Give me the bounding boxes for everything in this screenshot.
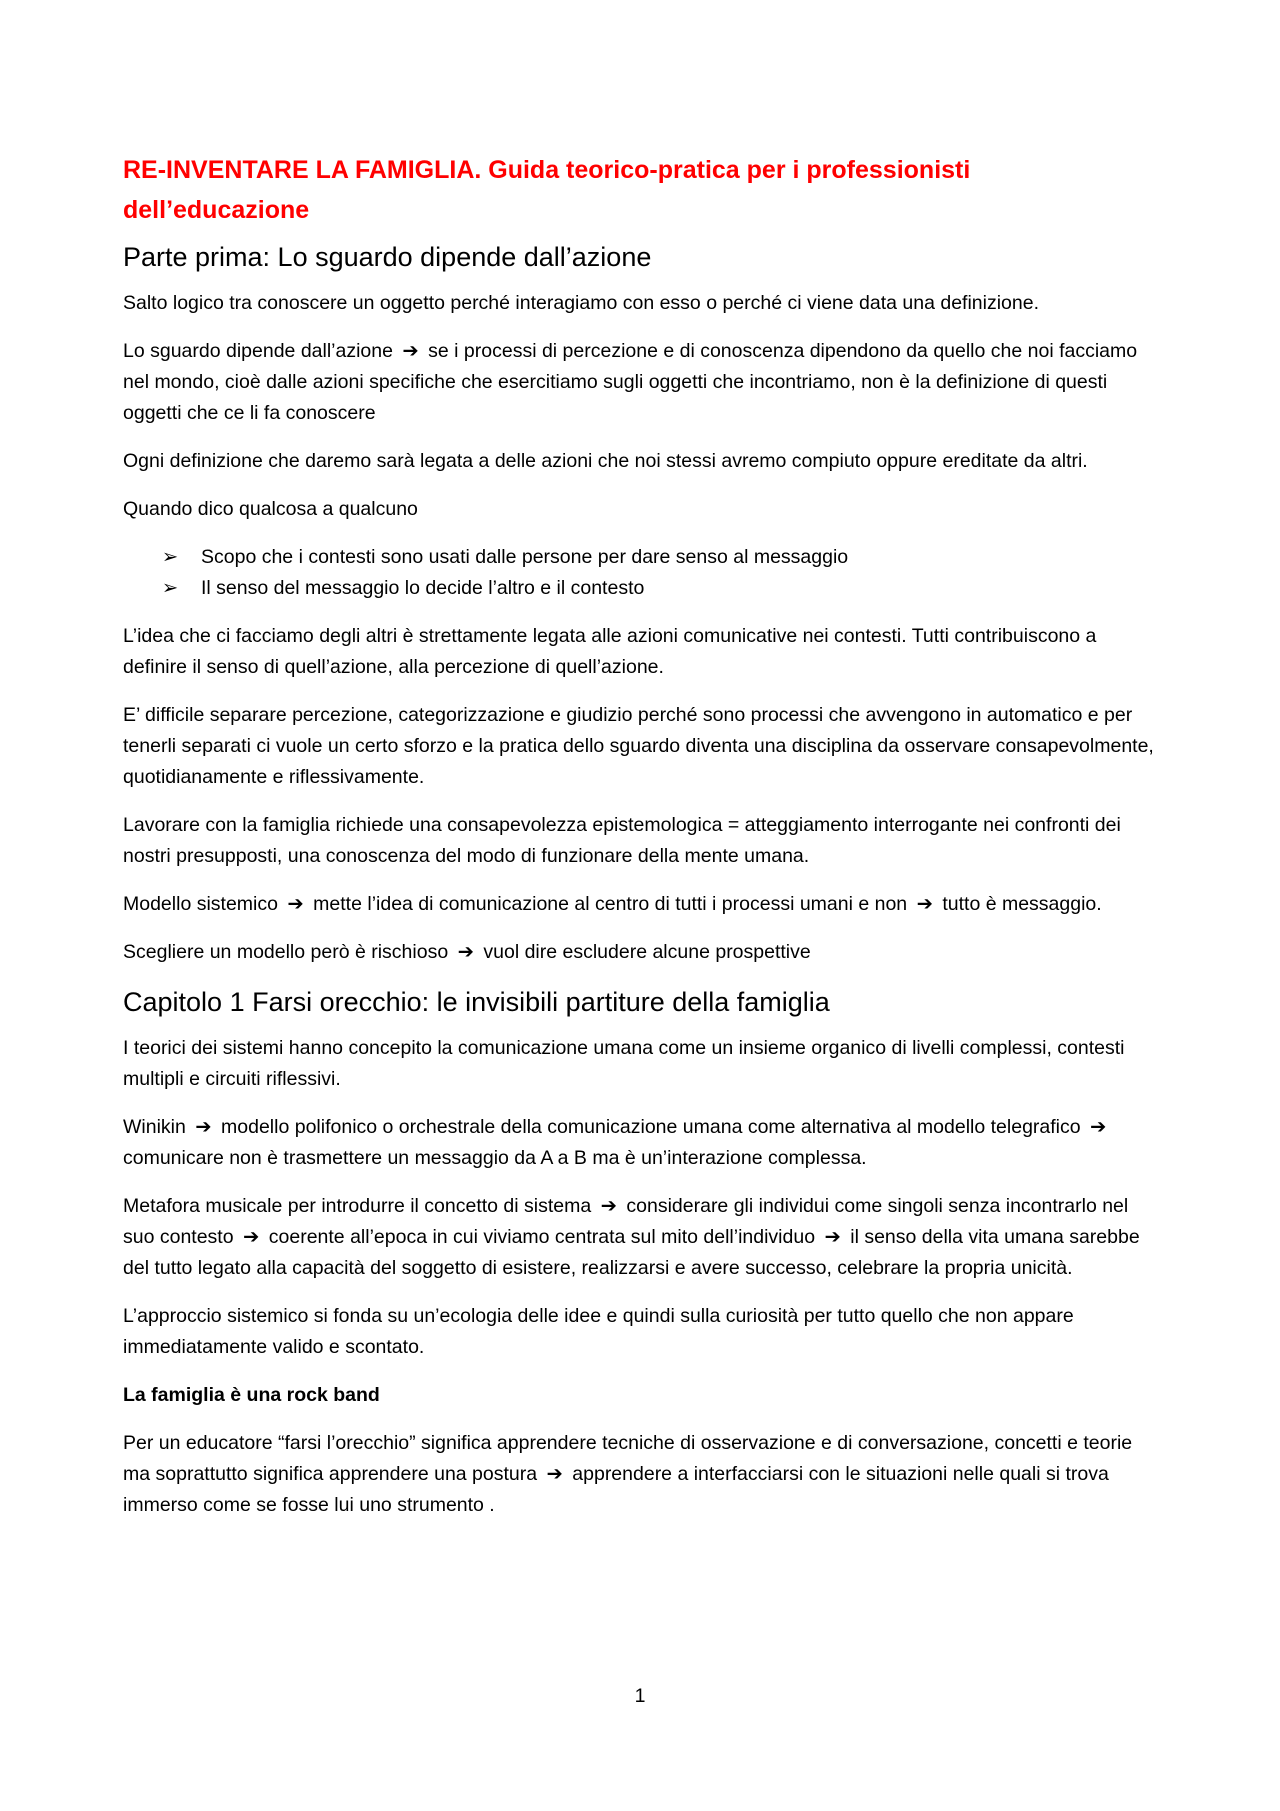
- text-segment: Per un educatore “farsi l’orecchio” significa apprendere tecniche di osservazione e di conversazione, concetti e teorie ma soprattutto significa apprendere una postura: [123, 1432, 1133, 1485]
- text-segment: comunicare non è trasmettere un messaggio da A a B ma è un’interazione complessa.: [123, 1147, 867, 1169]
- part1-paragraph-7: Lavorare con la famiglia richiede una consapevolezza epistemologica = atteggiamento interrogante nei confronti dei nostri presupposti, una conoscenza del modo di funzionare della mente umana.: [123, 814, 1121, 867]
- part1-paragraph-8: [123, 889, 1163, 920]
- right-arrow-icon: ➔: [546, 1463, 563, 1485]
- arrowhead-bullet-icon: ➢: [161, 546, 179, 568]
- page-content: [123, 150, 1163, 1538]
- text-segment: considerare gli individui come singoli senza incontrarlo nel suo contesto: [123, 1195, 1129, 1248]
- list-item: [160, 573, 1163, 604]
- part1-paragraph-6: E’ difficile separare percezione, categorizzazione e giudizio perché sono processi che avvengono in automatico e per tenerli separati ci vuole un certo sforzo e la pratica dello sguardo diventa una disciplina da osservare consapevolmente, quotidianamente e riflessivamente.: [123, 704, 1154, 788]
- list-item-text: Scopo che i contesti sono usati dalle persone per dare senso al messaggio: [201, 546, 849, 568]
- text-segment: coerente all’epoca in cui viviamo centrata sul mito dell’individuo: [268, 1226, 816, 1248]
- right-arrow-icon: ➔: [243, 1226, 260, 1248]
- text-segment: apprendere a interfacciarsi con le situazioni nelle quali si trova immerso come se fosse lui uno strumento .: [123, 1463, 1109, 1516]
- chapter1-heading: Capitolo 1 Farsi orecchio: le invisibili partiture della famiglia: [123, 987, 830, 1017]
- text-segment: Lo sguardo dipende dall’azione: [123, 340, 393, 362]
- text-segment: mette l’idea di comunicazione al centro di tutti i processi umani e non: [313, 893, 908, 915]
- chapter1-paragraph-4: L’approccio sistemico si fonda su un’ecologia delle idee e quindi sulla curiosità per tutto quello che non appare immediatamente valido e scontato.: [123, 1305, 1074, 1358]
- arrowhead-bullet-icon: ➢: [161, 577, 179, 599]
- text-segment: vuol dire escludere alcune prospettive: [483, 941, 811, 963]
- text-segment: modello polifonico o orchestrale della comunicazione umana come alternativa al modello telegrafico: [221, 1116, 1081, 1138]
- chapter1-paragraph-3: [123, 1191, 1163, 1284]
- text-segment: se i processi di percezione e di conoscenza dipendono da quello che noi facciamo nel mondo, cioè dalle azioni specifiche che esercitiamo sugli oggetti che incontriamo, non è la definizione di questi oggetti che ce li fa conoscere: [123, 340, 1138, 424]
- text-segment: Metafora musicale per introdurre il concetto di sistema: [123, 1195, 592, 1217]
- part1-paragraph-5: L’idea che ci facciamo degli altri è strettamente legata alle azioni comunicative nei contesti. Tutti contribuiscono a definire il senso di quell’azione, alla percezione di quell’azione.: [123, 625, 1097, 678]
- bullet-list: [123, 542, 1163, 604]
- right-arrow-icon: ➔: [195, 1116, 212, 1138]
- right-arrow-icon: ➔: [916, 893, 933, 915]
- chapter1-subheading: La famiglia è una rock band: [123, 1384, 380, 1406]
- part1-paragraph-2: [123, 336, 1163, 429]
- right-arrow-icon: ➔: [457, 941, 474, 963]
- right-arrow-icon: ➔: [600, 1195, 617, 1217]
- list-item: [160, 542, 1163, 573]
- list-item-text: Il senso del messaggio lo decide l’altro e il contesto: [201, 577, 645, 599]
- right-arrow-icon: ➔: [402, 340, 419, 362]
- right-arrow-icon: ➔: [1090, 1116, 1107, 1138]
- text-segment: Scegliere un modello però è rischioso: [123, 941, 449, 963]
- text-segment: tutto è messaggio.: [942, 893, 1102, 915]
- right-arrow-icon: ➔: [824, 1226, 841, 1248]
- part1-paragraph-9: [123, 937, 1163, 968]
- document-title: RE-INVENTARE LA FAMIGLIA. Guida teorico-pratica per i professionisti dell’educazione: [123, 156, 971, 224]
- part1-paragraph-1: Salto logico tra conoscere un oggetto perché interagiamo con esso o perché ci viene data una definizione.: [123, 292, 1040, 314]
- text-segment: Winikin: [123, 1116, 186, 1138]
- part1-paragraph-3: Ogni definizione che daremo sarà legata a delle azioni che noi stessi avremo compiuto oppure ereditate da altri.: [123, 450, 1088, 472]
- chapter1-paragraph-5: [123, 1428, 1163, 1521]
- text-segment: Modello sistemico: [123, 893, 278, 915]
- chapter1-paragraph-1: I teorici dei sistemi hanno concepito la comunicazione umana come un insieme organico di livelli complessi, contesti multipli e circuiti riflessivi.: [123, 1037, 1125, 1090]
- part1-heading: Parte prima: Lo sguardo dipende dall’azione: [123, 242, 652, 272]
- right-arrow-icon: ➔: [287, 893, 304, 915]
- chapter1-paragraph-2: [123, 1112, 1163, 1174]
- page-number: 1: [634, 1685, 646, 1707]
- text-segment: il senso della vita umana sarebbe del tutto legato alla capacità del soggetto di esistere, realizzarsi e avere successo, celebrare la propria unicità.: [123, 1226, 1140, 1279]
- part1-paragraph-4: Quando dico qualcosa a qualcuno: [123, 498, 418, 520]
